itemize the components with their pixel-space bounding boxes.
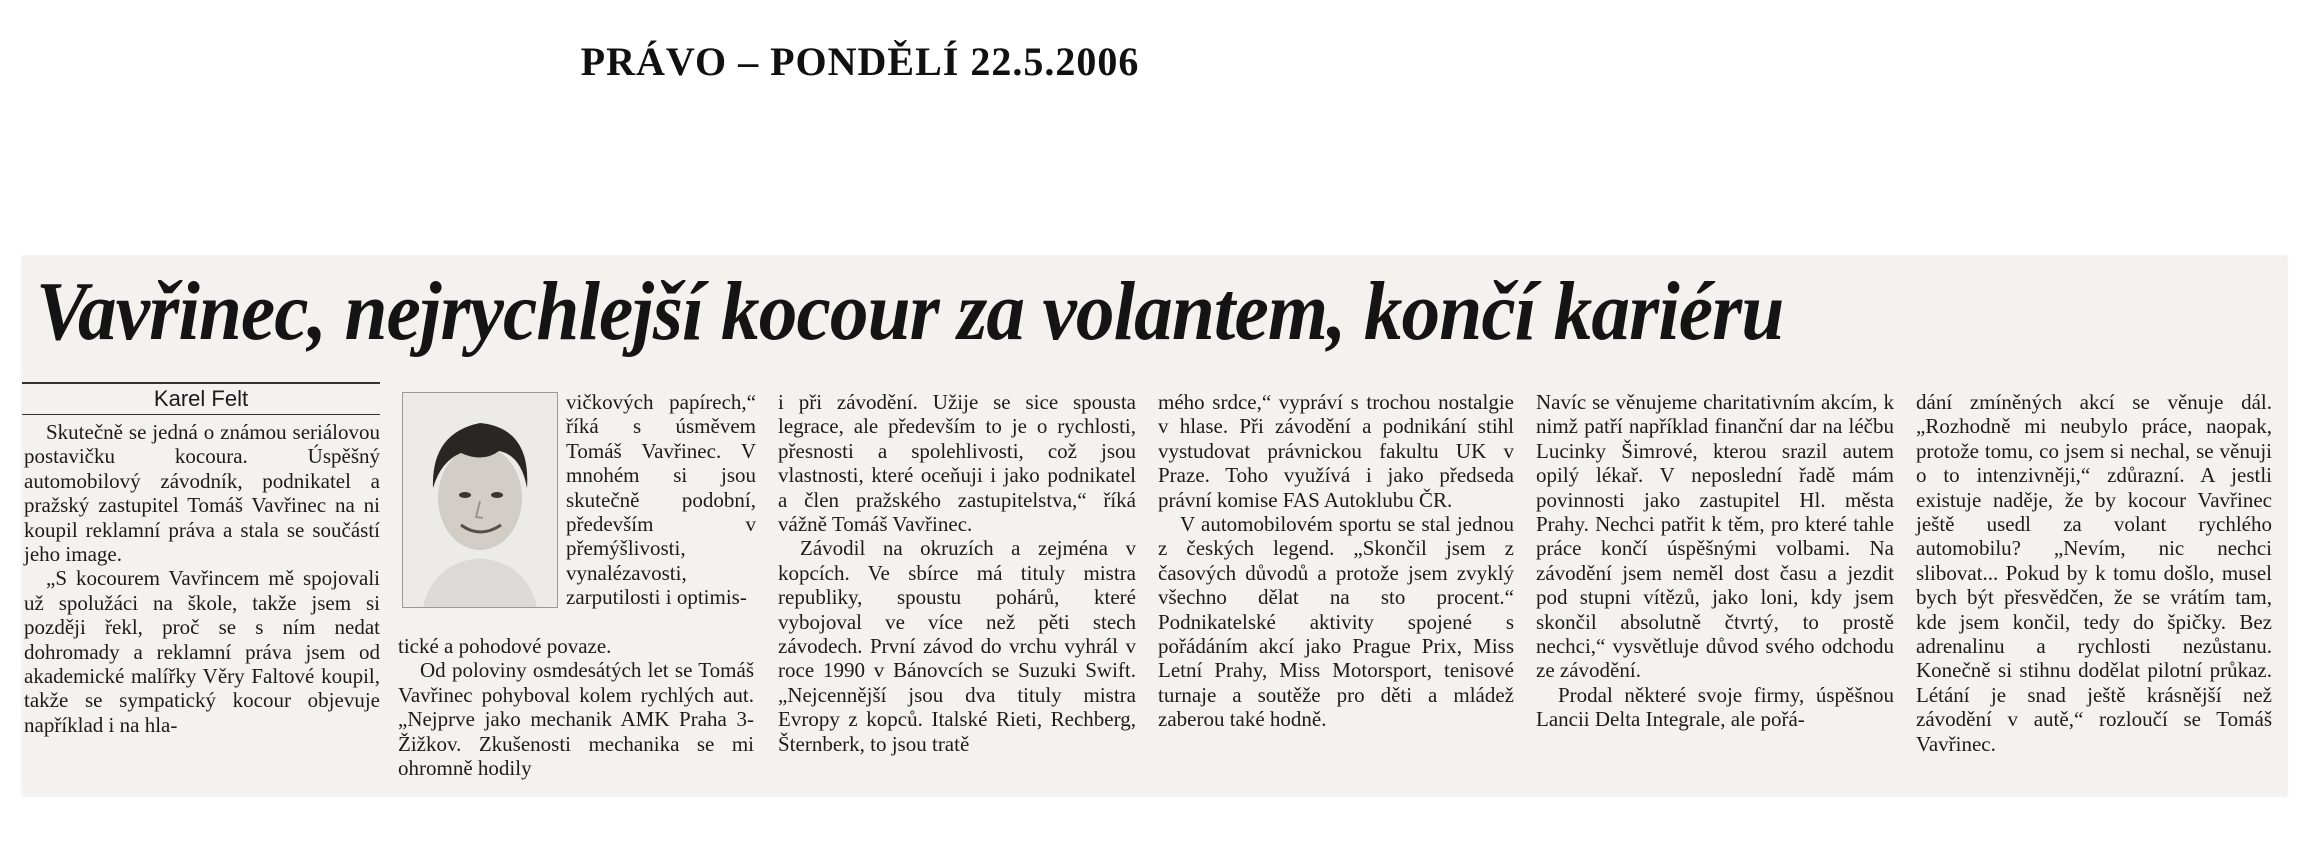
- paragraph: Navíc se věnujeme charitativním akcím, k nimž patří například finanční dar na léčbu Lucinky Šimrové, kterou srazil autem opilý lékař. V neposlední řadě mám povinnosti jako zastupitel Hl. města Prahy. Nechci patřit k těm, pro které tahle práce končí úspěšnými volbami. Na závodění jsem neměl dost času a jezdit pod stupni vítězů, jako loni, kdy jsem skončil absolutně čtvrtý, to prostě nechci,“ vysvětluje důvod svého odchodu ze závodění.: [1536, 390, 1894, 683]
- paragraph: Od poloviny osmdesátých let se Tomáš Vavřinec pohyboval kolem rychlých aut. „Nejprve jako mechanik AMK Praha 3-Žižkov. Zkušenosti mechanika se mi ohromně hodily: [398, 658, 754, 781]
- portrait-image: [403, 393, 557, 607]
- paragraph: Prodal některé svoje firmy, úspěšnou Lancii Delta Integrale, ale pořá-: [1536, 682, 1894, 732]
- newspaper-header: PRÁVO – PONDĚLÍ 22.5.2006: [580, 39, 1140, 84]
- paragraph: „S kocourem Vavřincem mě spojovali už spolužáci na škole, takže jsem si později řekl, proč se s ním nedat dohromady a reklamní práva jsem od akademické malířky Věry Faltové koupil, takže se sympatický kocour objevuje například i na hla-: [24, 566, 380, 737]
- author-photo: [402, 392, 558, 608]
- article-byline: Karel Felt: [22, 382, 380, 415]
- article-headline: Vavřinec, nejrychlejší kocour za volantem, končí kariéru: [36, 265, 1784, 358]
- article-column-5: [1536, 390, 1894, 732]
- paragraph: mého srdce,“ vypráví s trochou nostalgie v hlase. Při závodění a podnikání stihl vystudovat právnickou fakultu UK v Praze. Toho využívá i jako předseda právní komise FAS Autoklubu ČR.: [1158, 390, 1514, 512]
- article-column-2-wrap: [566, 390, 756, 610]
- paragraph: dání zmíněných akcí se věnuje dál. „Rozhodně mi neubylo práce, naopak, protože tomu, co jsem si nechal, se věnuji o to intenzivněji,“ zdůrazní. A jestli existuje naděje, že by kocour Vavřinec ještě usedl za volant rychlého automobilu? „Nevím, nic nechci slibovat... Pokud by k tomu došlo, musel bych být přesvědčen, že se vrátím tam, kde jsem končil, tedy do špičky. Bez adrenalinu a rychlosti nezůstanu. Konečně si stihnu dodělat pilotní průkaz. Létání je snad ještě krásnější než závodění v autě,“ rozloučí se Tomáš Vavřinec.: [1916, 390, 2272, 756]
- article-column-2: [398, 634, 754, 780]
- article-column-1: [24, 420, 380, 737]
- article-column-4: [1158, 390, 1514, 732]
- paragraph: V automobilovém sportu se stal jednou z českých legend. „Skončil jsem z časových důvodů a protože jsem zvyklý všechno dělat na sto procent.“ Podnikatelské aktivity spojené s pořádáním akcí jako Prague Prix, Miss Letní Prahy, Miss Motorsport, tenisové turnaje a soutěže pro děti a mládež zaberou také hodně.: [1158, 512, 1514, 732]
- article-column-6: [1916, 390, 2272, 756]
- article-column-3: [778, 390, 1136, 756]
- paragraph: Závodil na okruzích a zejména v kopcích. Ve sbírce má tituly mistra republiky, spoustu pohárů, které vybojoval ve více než pěti stech závodech. První závod do vrchu vyhrál v roce 1990 v Bánovcích se Suzuki Swift. „Nejcennější jsou dva tituly mistra Evropy z kopců. Italské Rieti, Rechberg, Šternberk, to jsou tratě: [778, 536, 1136, 756]
- paragraph: Skutečně se jedná o známou seriálovou postavičku kocoura. Úspěšný automobilový závodník, podnikatel a pražský zastupitel Tomáš Vavřinec na ni koupil reklamní práva a stala se součástí jeho image.: [24, 420, 380, 567]
- paragraph: vičkových papírech,“ říká s úsměvem Tomáš Vavřinec. V mnohém si jsou skutečně podobní, především v přemýšlivosti, vynalézavosti, zarputilosti i optimis-: [566, 390, 756, 610]
- paragraph: tické a pohodové povaze.: [398, 634, 612, 658]
- paragraph: i při závodění. Užije se sice spousta legrace, ale především to je o rychlosti, přesnosti a spolehlivosti, což jsou vlastnosti, které oceňuji i jako podnikatel a člen pražského zastupitelstva,“ říká vážně Tomáš Vavřinec.: [778, 390, 1136, 537]
